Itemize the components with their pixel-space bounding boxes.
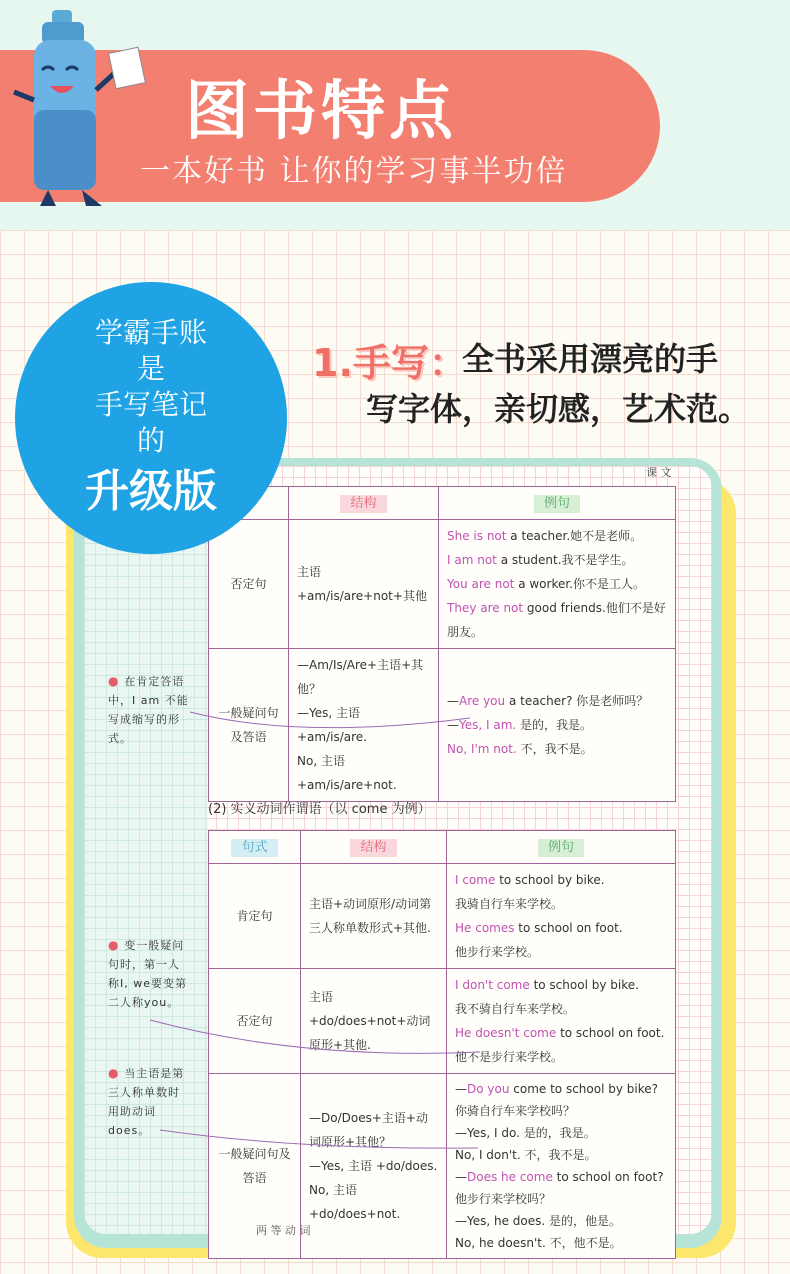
table-action-verb (208, 830, 676, 1259)
row-examples: She is not a teacher.她不是老师。 I am not a student.我不是学生。 You are not a worker.你不是工人。 They are not good friends.他们不是好朋友。 (439, 520, 676, 649)
corner-label: 课 文 (646, 466, 672, 479)
table-be-verb (208, 486, 676, 802)
version-badge (15, 282, 287, 554)
bullet-icon: ● (108, 1066, 125, 1080)
table-row (209, 864, 676, 969)
table-row (209, 520, 676, 649)
margin-note: ● 在肯定答语中，I am 不能写成缩写的形式。 (108, 674, 189, 745)
bottom-text: 两 等 动 词 (256, 1224, 311, 1237)
row-type: 一般疑问句及答语 (209, 1074, 301, 1259)
feature-text-line-1: 全书采用漂亮的手 (462, 340, 719, 378)
row-structure: —Do/Does+主语+动词原形+其他？ —Yes, 主语 +do/does. No, 主语+do/does+not. (301, 1074, 447, 1259)
margin-note: ● 当主语是第三人称单数时用助动词does。 (108, 1066, 185, 1137)
row-type: 否定句 (209, 520, 289, 649)
badge-line-3: 手写笔记 (94, 388, 207, 421)
table-header-type: 句式 (209, 831, 301, 864)
row-structure: —Am/Is/Are+主语+其他？ —Yes, 主语 +am/is/are. No, 主语 +am/is/are+not. (289, 649, 439, 802)
table-header-example: 例句 (447, 831, 676, 864)
badge-line-1: 学霸手账 (94, 316, 207, 349)
row-structure: 主语+do/does+not+动词原形+其他. (301, 969, 447, 1074)
row-examples: —Are you a teacher? 你是老师吗？ —Yes, I am. 是的，我是。 No, I'm not. 不，我不是。 (439, 649, 676, 802)
table-header-example: 例句 (439, 487, 676, 520)
section-heading: (2) 实义动词作谓语（以 come 为例） (208, 802, 431, 817)
row-examples: —Do you come to school by bike? 你骑自行车来学校吗？ —Yes, I do. 是的，我是。 No, I don't. 不，我不是。 —Does he come to school on foot? 他步行来学校吗？ —Yes, he does. 是的，他是。 No, he doesn't. 不，他不是。 (447, 1074, 676, 1259)
row-type: 一般疑问句及答语 (209, 649, 289, 802)
feature-text-line-2: 写字体，亲切感，艺术范。 (366, 390, 751, 428)
row-structure: 主语+动词原形/动词第三人称单数形式+其他. (301, 864, 447, 969)
bullet-icon: ● (108, 674, 125, 688)
row-type: 肯定句 (209, 864, 301, 969)
table-header-structure: 结构 (289, 487, 439, 520)
row-type: 否定句 (209, 969, 301, 1074)
badge-line-4: 的 (136, 424, 165, 457)
margin-note: ● 变一般疑问句时，第一人称I, we要变第二人称you。 (108, 938, 188, 1009)
bullet-icon: ● (108, 938, 125, 952)
row-examples: I don't come to school by bike. 我不骑自行车来学校。 He doesn't come to school on foot.他不是步行来学校。 (447, 969, 676, 1074)
row-structure: 主语+am/is/are+not+其他 (289, 520, 439, 649)
table-row (209, 649, 676, 802)
marker-mascot-icon (8, 10, 148, 210)
table-header-structure: 结构 (301, 831, 447, 864)
badge-line-2: 是 (136, 352, 165, 385)
badge-line-5: 升级版 (85, 466, 217, 517)
page-subtitle: 一本好书 让你的学习事半功倍 (140, 154, 568, 189)
feature-number: 1.手写： (312, 341, 467, 385)
table-row (209, 969, 676, 1074)
row-examples: I come to school by bike. 我骑自行车来学校。 He comes to school on foot. 他步行来学校。 (447, 864, 676, 969)
page-title: 图书特点 (185, 75, 457, 149)
